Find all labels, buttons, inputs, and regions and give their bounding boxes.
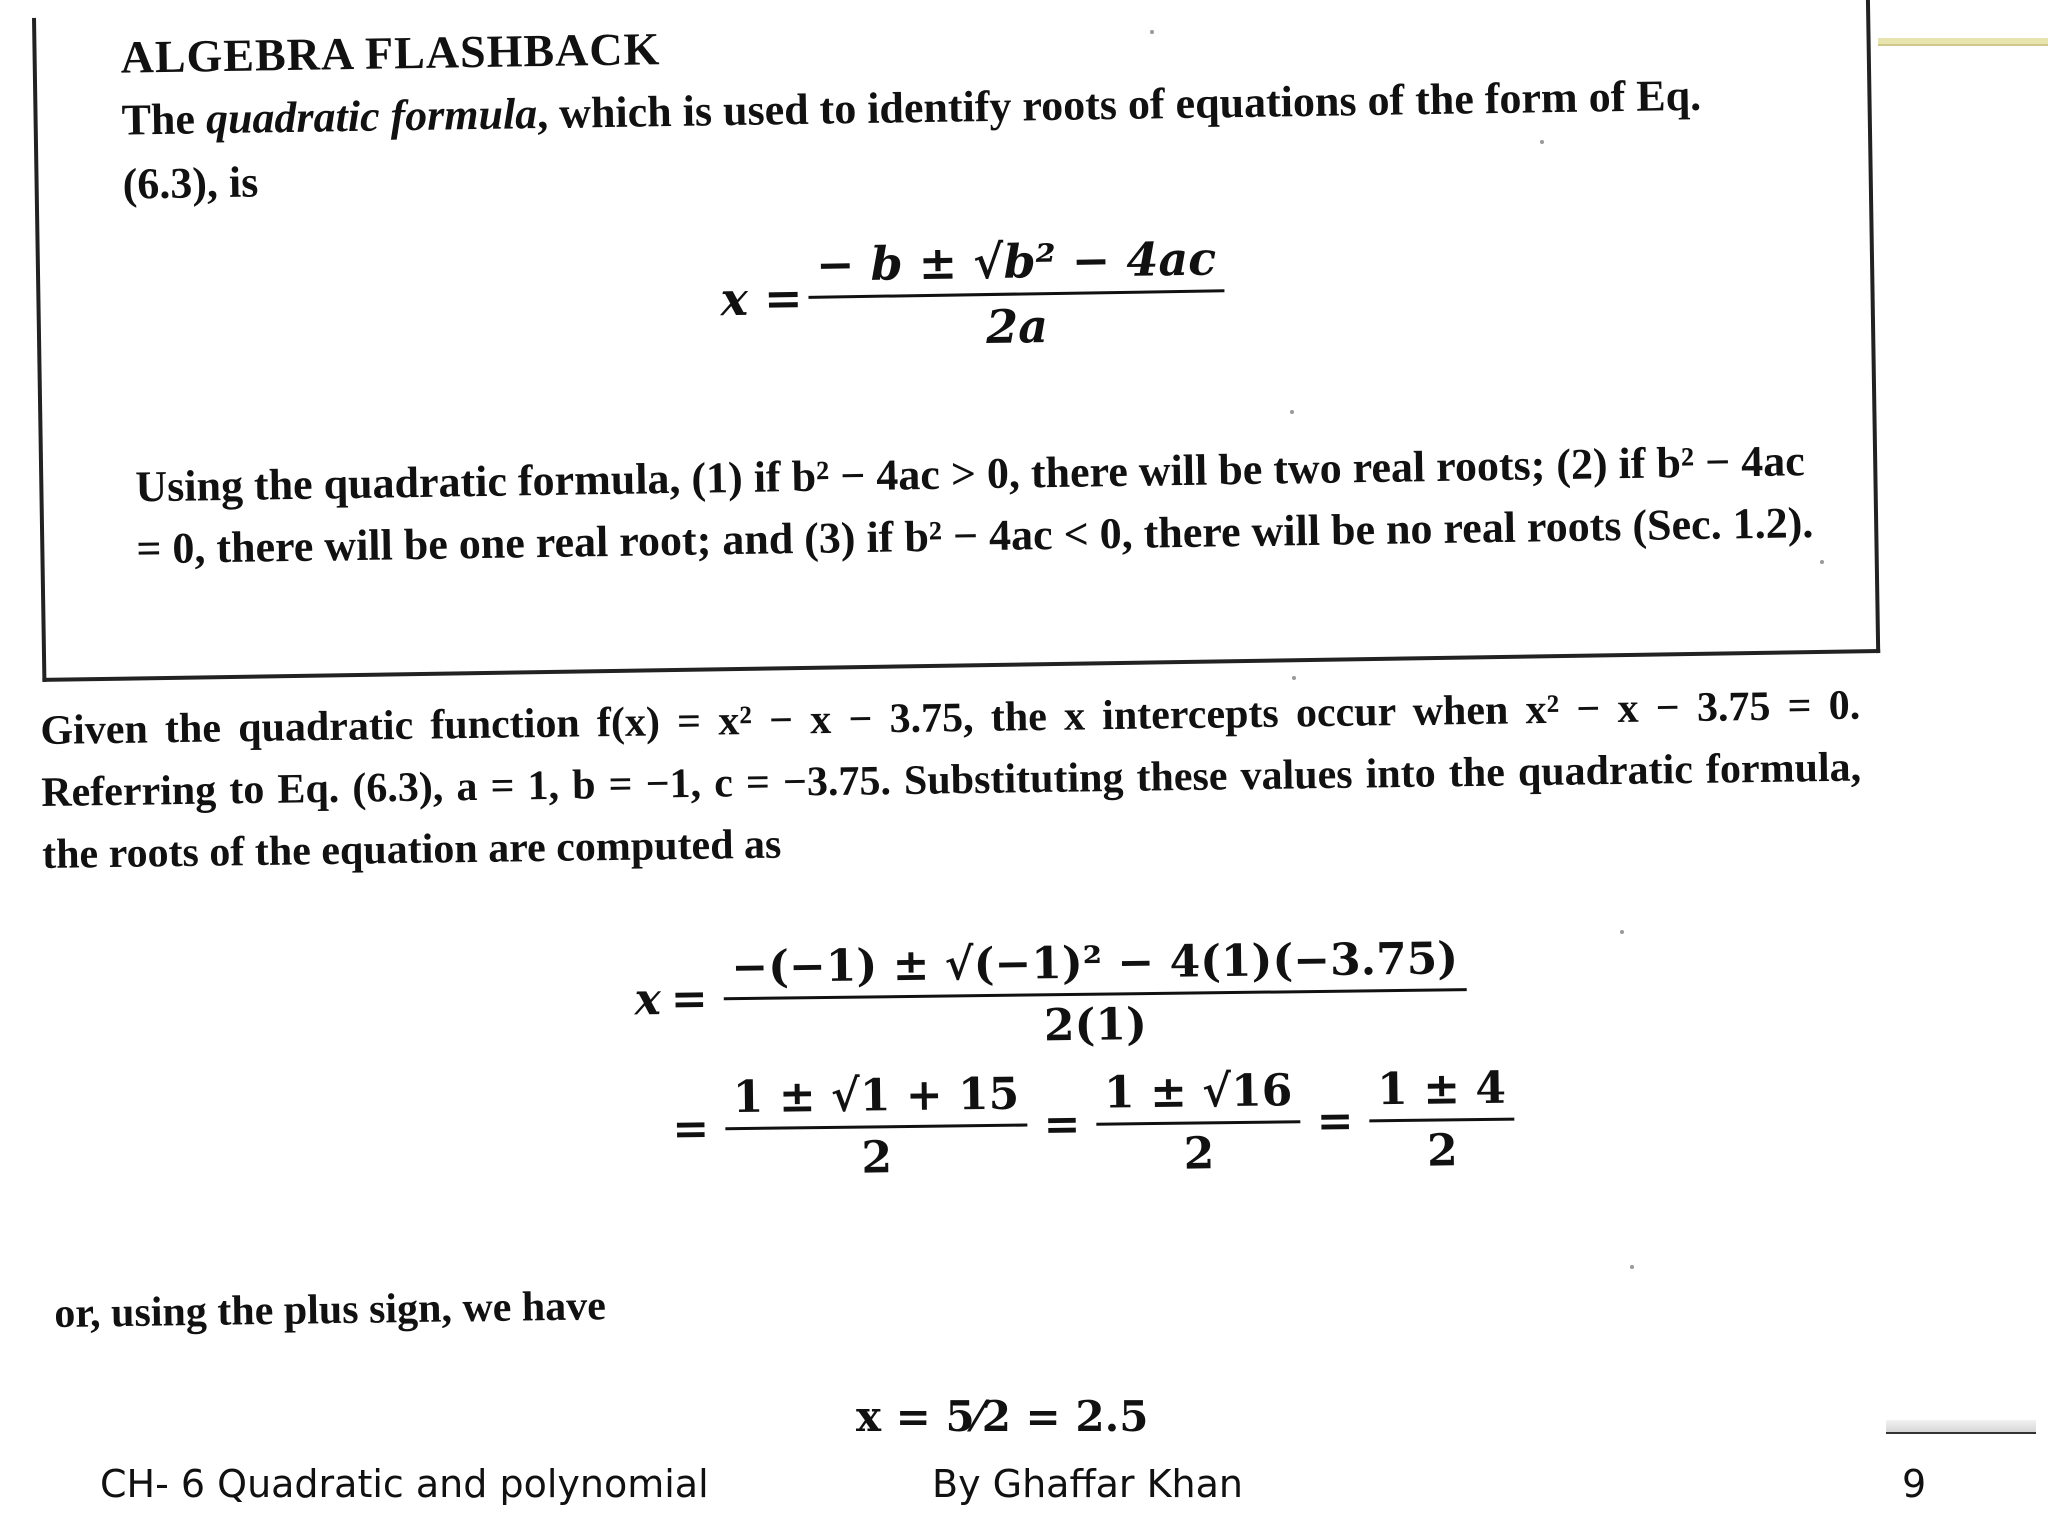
solution-fraction-3 [1096,1065,1302,1180]
formula-denominator: 2a [985,299,1049,355]
final-root: x = 5⁄2 = 2.5 [856,1392,1149,1441]
solution-fraction-1 [723,933,1467,1055]
decorative-top-rule [1878,38,2048,46]
equals-sign: = [672,1102,710,1155]
scan-speck [1630,1265,1634,1269]
spacer [582,1129,662,1130]
solution-fraction-2 [725,1068,1029,1185]
formula-lhs: x = [720,270,803,326]
algebra-flashback-box [32,0,1880,682]
intro-suffix: , which is used to identify roots of equations of the form of Eq. (6.3), is [122,70,1702,209]
plus-sign-note: or, using the plus sign, we have [54,1283,607,1337]
flashback-rules: Using the quadratic formula, (1) if b² − 4ac > 0, there will be two real roots; (2) if b² − 4ac = 0, there will be one real root; and (3) if b² − 4ac < 0, there will be no real roots (Sec. 1.2). [134,436,1814,574]
footer-chapter: CH- 6 Quadratic and polynomial [100,1462,709,1506]
scan-speck [1290,410,1294,414]
formula-numerator: − b ± √b² − 4ac [808,231,1225,299]
scan-speck [1620,930,1624,934]
solution-lhs: x [634,973,662,1025]
scan-speck [1820,560,1824,564]
solution-fraction-4 [1369,1062,1515,1177]
scan-speck [1292,676,1296,680]
footer-page-number: 9 [1902,1462,1927,1506]
footer-author: By Ghaffar Khan [932,1462,1243,1506]
scan-speck [1540,140,1544,144]
fraction-numerator: 1 ± √1 + 15 [725,1068,1028,1130]
intro-prefix: The [121,94,207,145]
intro-emphasis: quadratic formula [205,89,538,144]
solution-row-2 [582,1054,1522,1195]
fraction-numerator: −(−1) ± √(−1)² − 4(1)(−3.75) [723,933,1466,1000]
solution-row-1 [580,924,1520,1065]
equals-sign: = [1316,1095,1354,1147]
scan-speck [1150,30,1154,34]
body-paragraph: Given the quadratic function f(x) = x² − x − 3.75, the x intercepts occur when x² − x − 3.75 = 0. Referring to Eq. (6.3), a = 1, b = −1, c = −3.75. Substituting these values into the quadratic formula, the roots of the equation are computed as [40,682,1862,878]
worked-solution [580,924,1521,1195]
fraction-denominator: 2 [1426,1124,1458,1177]
flashback-title: ALGEBRA FLASHBACK [120,23,661,83]
equals-sign: = [1043,1098,1081,1150]
fraction-numerator: 1 ± √16 [1096,1065,1301,1125]
decorative-bottom-rule [1886,1420,2036,1434]
fraction-numerator: 1 ± 4 [1369,1062,1514,1122]
equals-sign: = [670,972,708,1025]
fraction-denominator: 2 [861,1131,893,1184]
formula-fraction [808,231,1226,357]
flashback-intro [121,63,1723,216]
fraction-denominator: 2 [1183,1127,1215,1180]
fraction-denominator: 2(1) [1043,998,1148,1051]
quadratic-formula [720,231,1232,358]
